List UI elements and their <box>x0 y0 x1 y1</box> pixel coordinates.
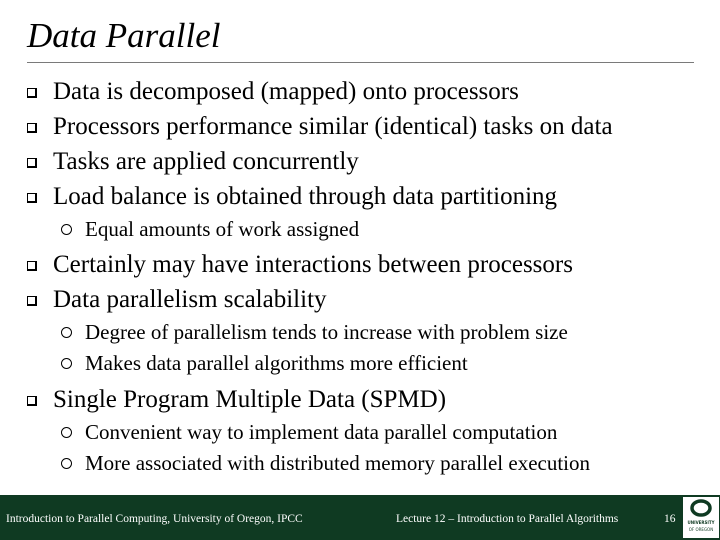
logo-text: UNIVERSITY <box>687 520 715 525</box>
bullet-text: Data parallelism scalability <box>53 286 327 313</box>
circle-bullet-icon <box>61 327 72 338</box>
logo-text: OF OREGON <box>688 527 714 532</box>
square-bullet-icon <box>27 396 37 406</box>
square-bullet-icon <box>27 193 37 203</box>
circle-bullet-icon <box>61 427 72 438</box>
sub-bullet-text: More associated with distributed memory parallel execution <box>85 451 591 475</box>
oregon-o-icon <box>690 499 712 517</box>
footer-lecture-text: Lecture 12 – Introduction to Parallel Algorithms <box>396 513 619 525</box>
bullet-text: Certainly may have interactions between processors <box>53 251 573 278</box>
square-bullet-icon <box>27 123 37 133</box>
sub-bullet-text: Convenient way to implement data parallel computation <box>85 420 558 444</box>
square-bullet-icon <box>27 261 37 271</box>
title-divider <box>27 62 694 63</box>
bullet-text: Load balance is obtained through data partitioning <box>53 183 558 210</box>
square-bullet-icon <box>27 296 37 306</box>
bullet-text: Single Program Multiple Data (SPMD) <box>53 386 447 413</box>
bullet-text: Tasks are applied concurrently <box>53 148 359 175</box>
sub-bullet-text: Degree of parallelism tends to increase with problem size <box>85 320 568 344</box>
footer-bar <box>0 495 720 540</box>
sub-bullet-text: Makes data parallel algorithms more efficient <box>85 351 468 375</box>
circle-bullet-icon <box>61 458 72 469</box>
circle-bullet-icon <box>61 224 72 235</box>
bullet-text: Processors performance similar (identical) tasks on data <box>53 113 613 140</box>
square-bullet-icon <box>27 158 37 168</box>
footer-course-text: Introduction to Parallel Computing, University of Oregon, IPCC <box>6 513 303 525</box>
bullet-text: Data is decomposed (mapped) onto processors <box>53 78 519 105</box>
page-number: 16 <box>664 513 676 525</box>
slide-title: Data Parallel <box>27 16 221 55</box>
university-logo <box>683 497 719 538</box>
sub-bullet-text: Equal amounts of work assigned <box>85 217 360 241</box>
square-bullet-icon <box>27 88 37 98</box>
circle-bullet-icon <box>61 358 72 369</box>
